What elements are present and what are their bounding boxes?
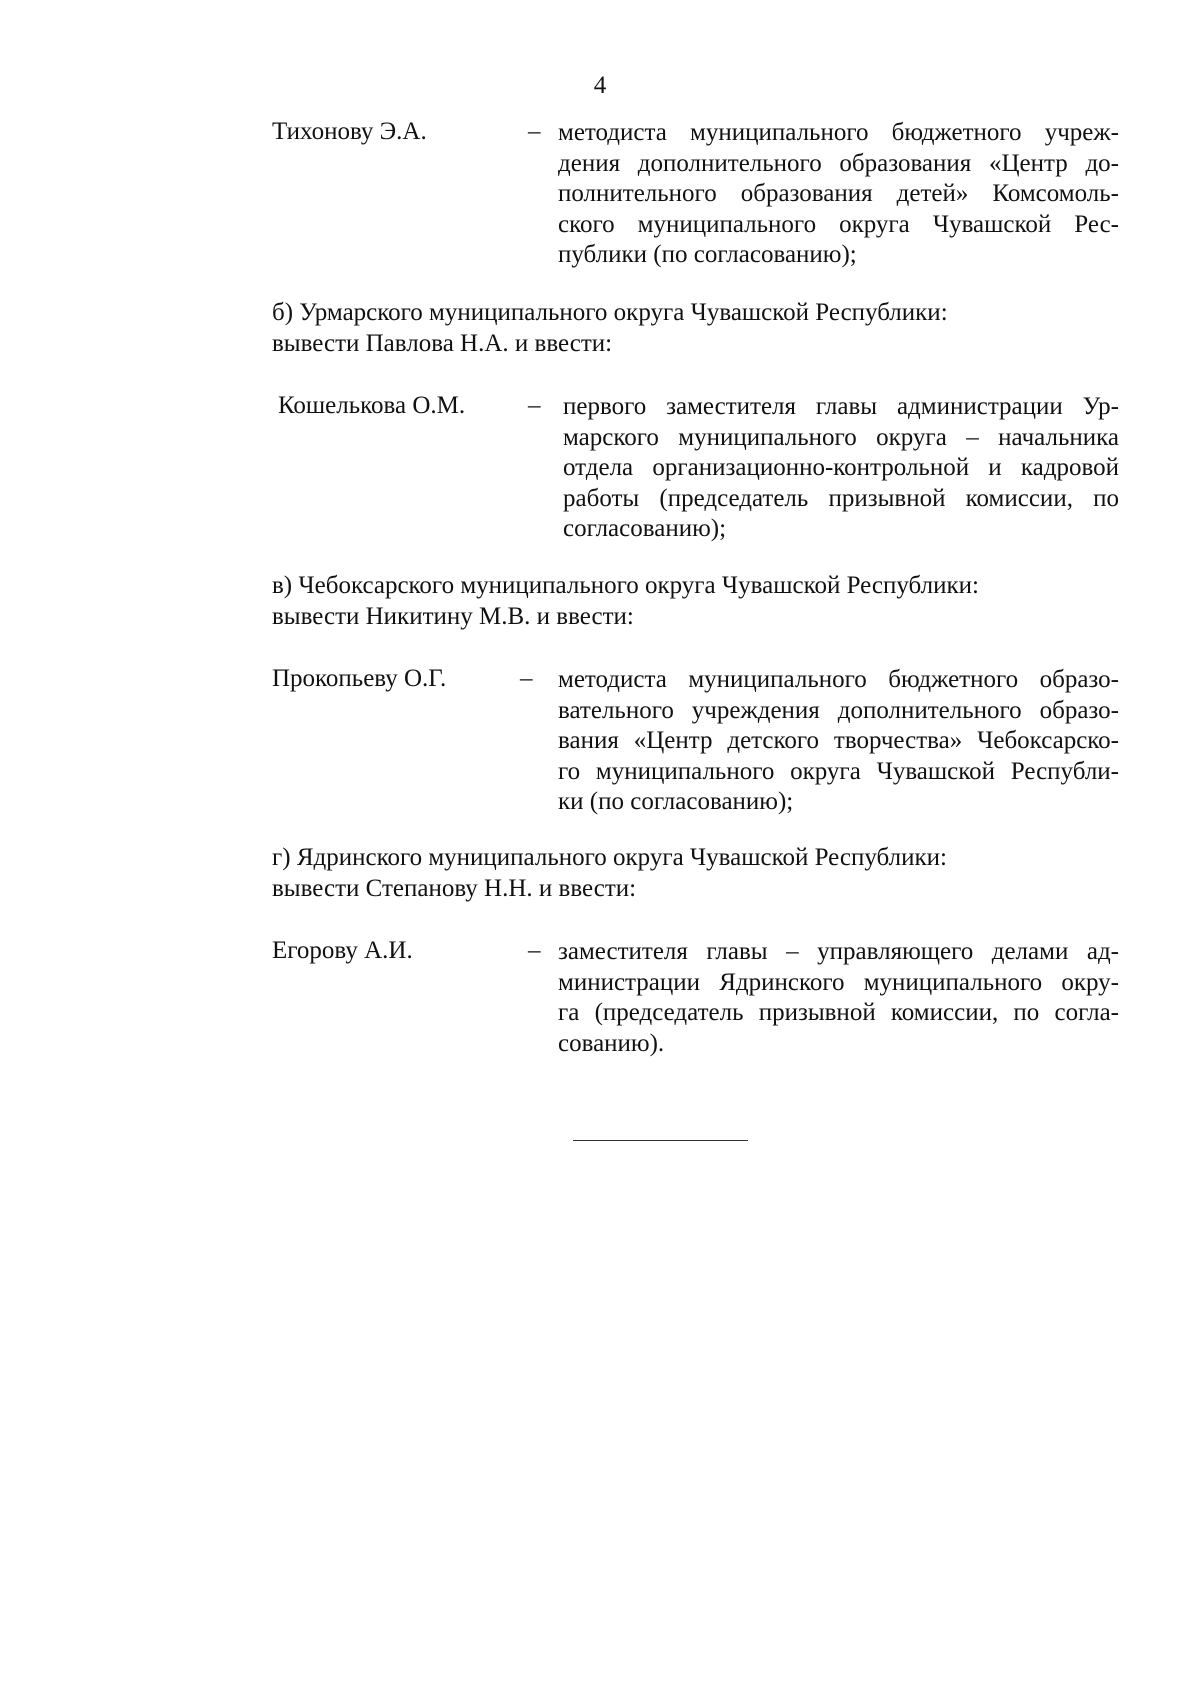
appointee-position	[558, 665, 1119, 818]
position-line: сованию).	[558, 1029, 665, 1057]
position-line: методиста муниципального бюджетного образо-	[558, 666, 1119, 693]
separator-dash: –	[528, 392, 541, 419]
appointee-position	[558, 937, 1119, 1059]
position-line: го муниципального округа Чувашской Республи-	[558, 757, 1119, 785]
district-heading: б) Урмарского муниципального округа Чувашской Республики:	[272, 299, 948, 326]
district-heading: в) Чебоксарского муниципального округа Чувашской Республики:	[272, 572, 979, 599]
district-section	[272, 843, 1120, 904]
position-line: первого заместителя главы администрации Ур-	[563, 393, 1119, 420]
appointee-position	[563, 392, 1119, 545]
position-line: вательного учреждения дополнительного образо-	[558, 696, 1119, 724]
position-line: ки (по согласованию);	[558, 788, 794, 815]
district-instruction: вывести Степанову Н.Н. и ввести:	[272, 874, 637, 902]
position-line: марского муниципального округа – начальника	[563, 423, 1119, 451]
appointee-name: Кошелькова О.М.	[278, 392, 466, 419]
separator-dash: –	[520, 665, 533, 692]
position-line: работы (председатель призывной комиссии, по	[563, 484, 1119, 512]
position-line: вания «Центр детского творчества» Чебоксарско-	[558, 727, 1119, 754]
district-heading: г) Ядринского муниципального округа Чувашской Республики:	[272, 844, 947, 871]
position-line: министрации Ядринского муниципального окру-	[558, 968, 1119, 996]
appointee-position	[558, 118, 1119, 271]
position-line: согласованию);	[563, 515, 727, 542]
appointee-name: Прокопьеву О.Г.	[272, 665, 447, 692]
position-line: га (председатель призывной комиссии, по согла-	[558, 999, 1119, 1026]
position-line: ского муниципального округа Чувашской Рес-	[558, 210, 1119, 238]
separator-dash: –	[528, 118, 541, 145]
separator-dash: –	[528, 937, 541, 964]
position-line: методиста муниципального бюджетного учреж-	[558, 119, 1119, 146]
district-section	[272, 298, 1120, 359]
district-instruction: вывести Павлова Н.А. и ввести:	[272, 329, 613, 357]
position-line: дения дополнительного образования «Центр до-	[558, 149, 1119, 177]
district-instruction: вывести Никитину М.В. и ввести:	[272, 602, 634, 630]
district-section	[272, 571, 1120, 632]
end-divider	[573, 1140, 748, 1141]
position-line: заместителя главы – управляющего делами ад-	[558, 938, 1119, 965]
appointee-name: Егорову А.И.	[272, 937, 413, 964]
position-line: публики (по согласованию);	[558, 241, 857, 268]
page-number: 4	[593, 72, 607, 99]
appointee-name: Тихонову Э.А.	[272, 118, 427, 145]
position-line: отдела организационно-контрольной и кадровой	[563, 454, 1119, 481]
position-line: полнительного образования детей» Комсомоль-	[558, 180, 1119, 207]
